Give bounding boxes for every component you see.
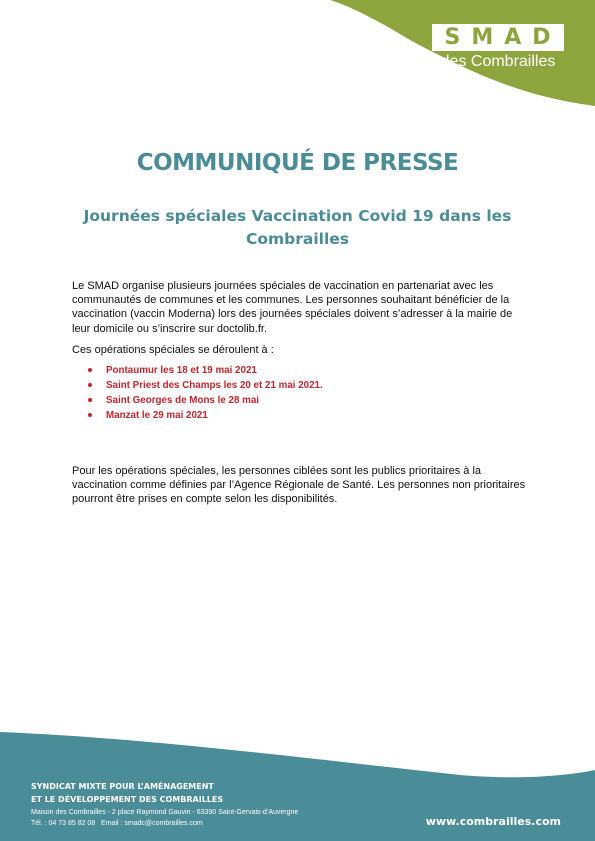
page-title: COMMUNIQUÉ DE PRESSE (136, 150, 459, 176)
footer-contact-block (31, 808, 298, 829)
operations-intro: Ces opérations spéciales se déroulent à : (72, 344, 274, 356)
footer-org-line-2: ET LE DÉVELOPPEMENT DES COMBRAILLES (31, 794, 224, 804)
bullet-icon (88, 398, 92, 402)
smad-logo (432, 24, 564, 71)
subtitle-line-2: Combrailles (245, 230, 350, 248)
footer-contact: Tél. : 04 73 85 82 08 Email : smadc@combrailles.com (31, 819, 203, 827)
bullet-icon (88, 368, 92, 372)
footer-organization (31, 781, 223, 806)
subtitle-line-1: Journées spéciales Vaccination Covid 19 dans les (83, 207, 512, 225)
footer-website-link[interactable]: www.combrailles.com (425, 815, 561, 828)
list-item-text: Manzat le 29 mai 2021 (106, 410, 208, 421)
logo-main-text: SMAD (432, 24, 564, 51)
intro-paragraph: Le SMAD organise plusieurs journées spéciales de vaccination en partenariat avec les communautés de communes et les communes. Les personnes souhaitant bénéficier de la vaccination (vaccin Moderna) lors des journées spéciales doivent s’adresser à la mairie de leur domicile ou s’inscrire sur doctolib.fr. (72, 280, 513, 335)
list-item-text: Saint Georges de Mons le 28 mai (106, 395, 259, 406)
list-item (88, 378, 323, 393)
footer-org-line-1: SYNDICAT MIXTE POUR L’AMÉNAGEMENT (31, 782, 214, 791)
list-item-text: Saint Priest des Champs les 20 et 21 mai 2021. (106, 380, 323, 391)
footer-address: Maison des Combrailles - 2 place Raymond Gauvin - 63390 Saint-Gervais-d’Auvergne (31, 809, 299, 816)
document-subtitle (80, 205, 515, 251)
logo-subtitle: des Combrailles (440, 53, 556, 70)
bullet-icon (88, 383, 92, 387)
list-item (88, 363, 323, 378)
bullet-icon (88, 413, 92, 417)
vaccination-dates-list (88, 363, 323, 423)
list-item (88, 393, 323, 408)
list-item-text: Pontaumur les 18 et 19 mai 2021 (106, 365, 257, 376)
priority-paragraph: Pour les opérations spéciales, les personnes ciblées sont les publics prioritaires à la vaccination comme définies par l’Agence Régionale de Santé. Les personnes non prioritaires pourront être prises en compte selon les disponibilités. (72, 465, 526, 506)
list-item (88, 408, 323, 423)
